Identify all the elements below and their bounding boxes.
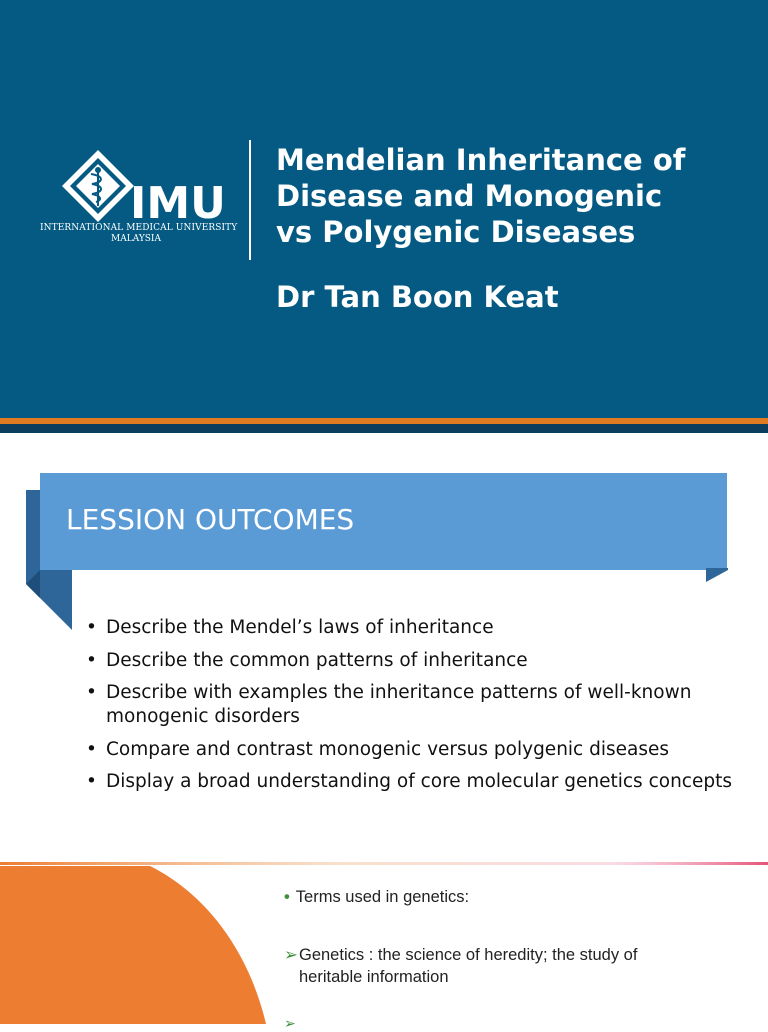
bullet: • bbox=[86, 682, 97, 703]
outcome-item: • Describe the common patterns of inheritance bbox=[86, 649, 528, 671]
outcome-item: • Describe the Mendel’s laws of inheritance bbox=[86, 617, 494, 638]
slide-top-rule bbox=[0, 862, 768, 865]
svg-text:IMU: IMU bbox=[130, 178, 226, 229]
title-slide bbox=[0, 0, 768, 418]
banner-title: LESSION OUTCOMES bbox=[66, 503, 355, 536]
bullet: • bbox=[86, 649, 97, 671]
logo-university-name: INTERNATIONAL MEDICAL UNIVERSITY bbox=[40, 223, 238, 233]
lesson-outcomes-list bbox=[86, 616, 756, 803]
arrow-bullet-icon: ➢ bbox=[284, 946, 298, 964]
outcome-item: • Compare and contrast monogenic versus polygenic diseases bbox=[86, 738, 670, 760]
bullet: • bbox=[86, 771, 97, 792]
terms-heading: • Terms used in genetics: bbox=[284, 888, 470, 906]
bullet: • bbox=[86, 617, 97, 638]
banner-tab bbox=[706, 568, 728, 582]
navy-stripe bbox=[0, 424, 768, 433]
title-line: vs Polygenic Diseases bbox=[276, 215, 636, 249]
green-bullet: • bbox=[284, 888, 290, 906]
orange-accent-shape bbox=[0, 866, 270, 1024]
lecturer-name: Dr Tan Boon Keat bbox=[276, 280, 559, 314]
logo-country: MALAYSIA bbox=[111, 234, 161, 244]
title-line: Mendelian Inheritance of bbox=[276, 143, 686, 177]
arrow-bullet-icon: ➢ bbox=[284, 1015, 296, 1031]
lecture-title bbox=[276, 142, 756, 250]
outcome-item: • Describe with examples the inheritance patterns of well-known monogenic disorders bbox=[86, 682, 692, 727]
outcome-item: • Display a broad understanding of core molecular genetics concepts bbox=[86, 771, 732, 792]
title-divider bbox=[249, 140, 251, 260]
title-line: Disease and Monogenic bbox=[276, 179, 663, 213]
bullet: • bbox=[86, 738, 97, 760]
genetics-definition: ➢ Genetics : the science of heredity; the study of heritable information bbox=[284, 946, 638, 986]
